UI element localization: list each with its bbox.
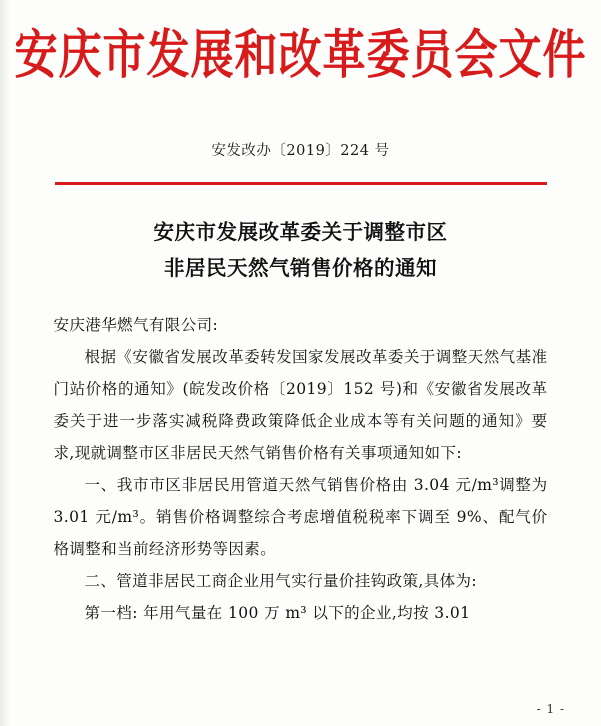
salutation: 安庆港华燃气有限公司:	[53, 315, 219, 334]
letterhead-title: 安庆市发展和改革委员会文件	[14, 24, 587, 86]
page-number: - 1 -	[536, 702, 565, 716]
document-title	[0, 215, 601, 287]
body-paragraph-4: 第一档: 年用气量在 100 万 m³ 以下的企业,均按 3.01	[84, 604, 471, 623]
document-number: 安发改办〔2019〕224 号	[211, 143, 390, 160]
document-letterhead	[0, 0, 601, 86]
page-edge-shadow	[0, 0, 10, 726]
document-title-line-2: 非居民天然气销售价格的通知	[164, 255, 437, 280]
body-paragraph-1: 根据《安徽省发展改革委转发国家发展改革委关于调整天然气基准门站价格的通知》(皖发改价格〔2019〕152 号)和《安徽省发展改革委关于进一步落实减税降费政策降低企业成本等有关问题的通知》要求,现就调整市区非居民天然气销售价格有关事项通知如下:	[53, 347, 548, 462]
red-divider-rule	[55, 182, 547, 185]
body-paragraph-2: 一、我市市区非居民用管道天然气销售价格由 3.04 元/m³调整为 3.01 元/m³。销售价格调整综合考虑增值税税率下调至 9%、配气价格调整和当前经济形势等因素。	[53, 476, 548, 559]
body-paragraph-3: 二、管道非居民工商企业用气实行量价挂钩政策,具体为:	[84, 572, 478, 591]
document-body	[54, 309, 548, 630]
document-title-line-1: 安庆市发展改革委关于调整市区	[153, 219, 448, 244]
